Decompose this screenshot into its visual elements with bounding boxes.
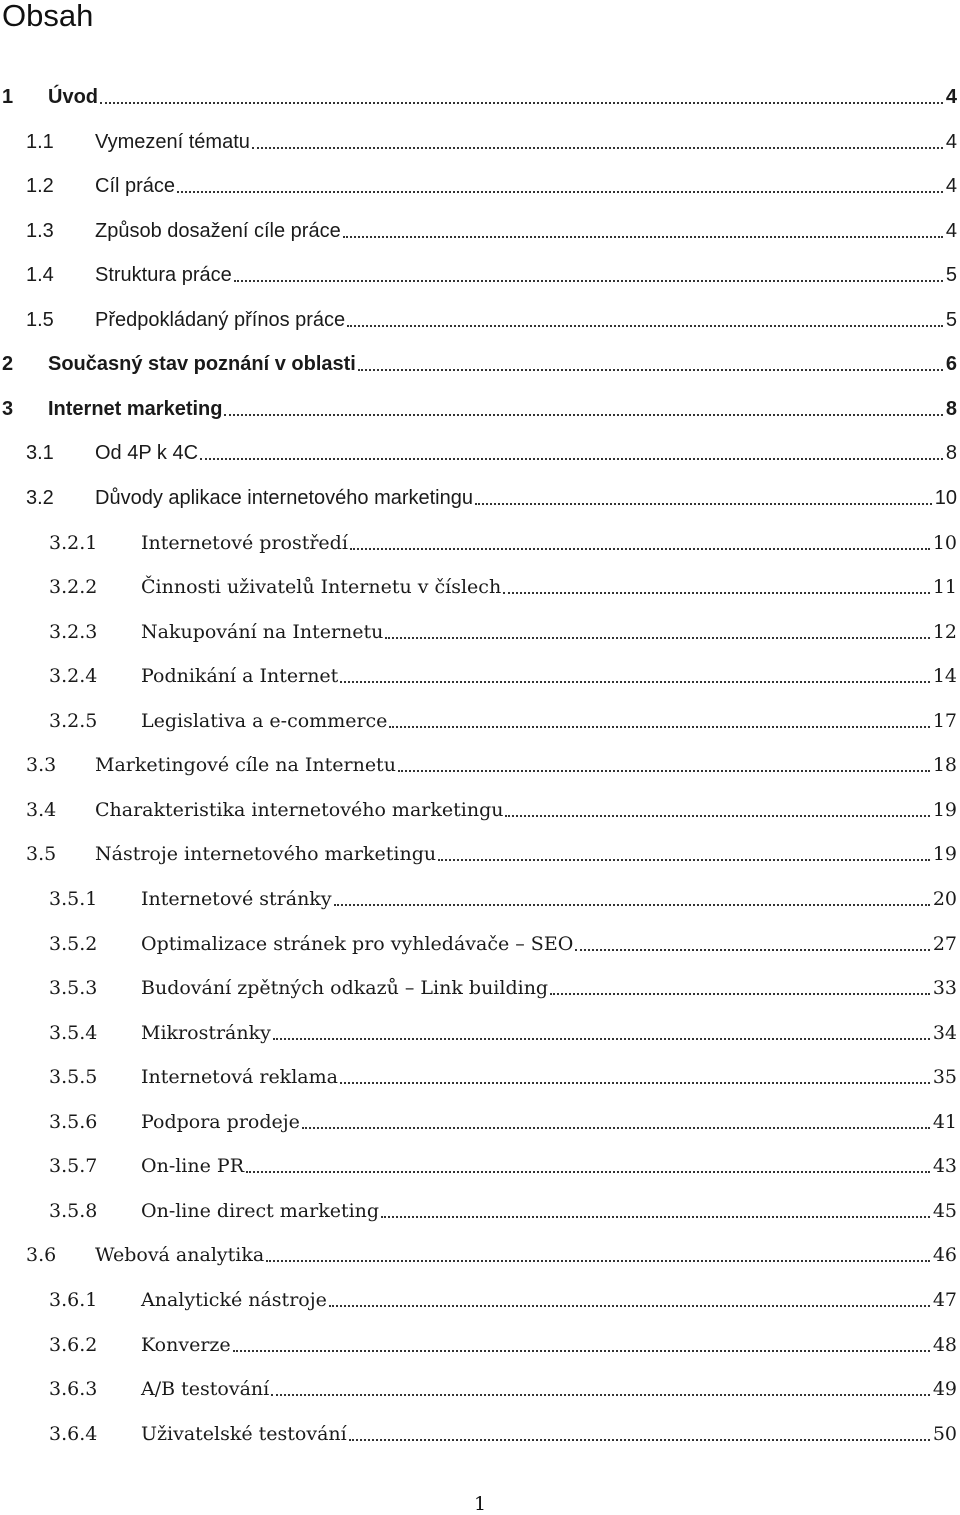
dot-leader [252,147,943,149]
toc-entry[interactable] [0,749,960,781]
toc-entry-number: 3.5 [26,843,57,865]
toc-entry[interactable] [0,883,960,915]
toc-entry-page: 49 [932,1378,957,1400]
toc-entry-page: 35 [932,1066,957,1088]
toc-entry-page: 11 [932,576,957,598]
toc-entry-page: 33 [932,977,957,999]
toc-entry-page: 18 [932,754,957,776]
toc-entry-number: 3 [2,398,14,420]
toc-entry[interactable] [0,1017,960,1049]
dot-leader [329,1305,930,1307]
toc-entry-number: 3.5.1 [49,888,98,910]
toc-entry-page: 12 [932,621,957,643]
toc-entry-number: 3.2.2 [49,576,98,598]
dot-leader [246,1171,930,1173]
toc-entry-title: Konverze [141,1334,231,1356]
toc-entry-page: 19 [932,843,957,865]
page-title: Obsah [2,0,94,33]
toc-entry-number: 3.5.5 [49,1066,98,1088]
dot-leader [350,548,930,550]
dot-leader [381,1216,930,1218]
toc-entry-number: 3.6.1 [49,1289,98,1311]
toc-entry-title: Internet marketing [48,398,223,420]
toc-entry-number: 3.6.3 [49,1378,98,1400]
toc-entry-title: Struktura práce [95,264,232,286]
dot-leader [266,1260,930,1262]
toc-entry-number: 3.5.4 [49,1022,98,1044]
toc-entry-title: Důvody aplikace internetového marketingu [95,487,473,509]
dot-leader [389,726,930,728]
dot-leader [200,458,943,460]
toc-entry[interactable] [0,705,960,737]
toc-entry[interactable] [0,259,960,291]
toc-entry[interactable] [0,660,960,692]
dot-leader [385,637,930,639]
toc-entry-page: 10 [934,487,957,509]
toc-entry-title: Podpora prodeje [141,1111,300,1133]
dot-leader [273,1038,930,1040]
toc-entry[interactable] [0,1239,960,1271]
toc-entry-title: Úvod [48,86,98,108]
dot-leader [302,1127,930,1129]
toc-entry-page: 45 [932,1200,957,1222]
toc-entry-number: 3.3 [26,754,57,776]
toc-entry-title: Uživatelské testování [141,1423,347,1445]
toc-entry[interactable] [0,1418,960,1450]
toc-entry-title: Analytické nástroje [141,1289,327,1311]
dot-leader [224,414,943,416]
dot-leader [271,1394,930,1396]
toc-entry-number: 3.1 [26,442,54,464]
toc-entry-title: Vymezení tématu [95,131,250,153]
page-number: 1 [473,1493,487,1515]
toc-entry[interactable] [0,571,960,603]
toc-entry-page: 8 [945,398,957,420]
dot-leader [349,1439,930,1441]
toc-entry-title: Cíl práce [95,175,176,197]
dot-leader [398,770,930,772]
toc-entry-number: 3.5.8 [49,1200,98,1222]
toc-entry-page: 47 [932,1289,957,1311]
toc-entry-title: Webová analytika [95,1244,265,1266]
toc-entry-page: 17 [932,710,957,732]
toc-entry-title: Charakteristika internetového marketingu [95,799,504,821]
dot-leader [503,592,930,594]
toc-entry[interactable] [0,81,960,113]
toc-entry-number: 3.5.3 [49,977,98,999]
toc-entry-page: 20 [932,888,957,910]
toc-entry-title: Činnosti uživatelů Internetu v číslech [141,576,502,598]
toc-entry[interactable] [0,928,960,960]
dot-leader [505,815,930,817]
toc-entry-title: Internetové prostředí [141,532,348,554]
toc-entry[interactable] [0,215,960,247]
toc-entry-number: 3.6 [26,1244,57,1266]
toc-entry[interactable] [0,126,960,158]
toc-entry-page: 4 [945,131,957,153]
toc-entry-title: Marketingové cíle na Internetu [95,754,396,776]
dot-leader [438,859,930,861]
toc-entry-title: Současný stav poznání v oblasti [48,353,356,375]
toc-entry-number: 3.6.4 [49,1423,98,1445]
toc-entry-title: A/B testování [141,1378,270,1400]
toc-entry[interactable] [0,304,960,336]
toc-entry-title: On-line PR [141,1155,244,1177]
toc-entry-number: 3.2.5 [49,710,98,732]
toc-entry-number: 3.5.2 [49,933,98,955]
toc-entry-page: 27 [932,933,957,955]
toc-entry-number: 1.3 [26,220,54,242]
dot-leader [100,102,943,104]
toc-entry-number: 1.2 [26,175,54,197]
toc-entry[interactable] [0,794,960,826]
toc-entry-page: 34 [932,1022,957,1044]
toc-entry-page: 8 [945,442,957,464]
toc-entry-page: 41 [932,1111,957,1133]
toc-entry-title: Nástroje internetového marketingu [95,843,437,865]
toc-entry-number: 3.5.6 [49,1111,98,1133]
toc-entry-title: Internetová reklama [141,1066,338,1088]
dot-leader [575,949,930,951]
toc-entry-number: 3.2 [26,487,54,509]
toc-entry-page: 6 [945,353,957,375]
dot-leader [177,191,943,193]
toc-entry-title: Mikrostránky [141,1022,271,1044]
toc-entry-page: 48 [932,1334,957,1356]
toc-entry-page: 4 [945,86,957,108]
toc-entry-page: 50 [932,1423,957,1445]
toc-entry[interactable] [0,1373,960,1405]
toc-entry-number: 3.5.7 [49,1155,98,1177]
toc-entry-number: 1.4 [26,264,54,286]
toc-entry-number: 3.6.2 [49,1334,98,1356]
dot-leader [334,904,930,906]
toc-entry-title: Předpokládaný přínos práce [95,309,346,331]
toc-entry-title: Legislativa a e-commerce [141,710,388,732]
toc-entry-number: 1.5 [26,309,54,331]
dot-leader [234,280,943,282]
toc-entry[interactable] [0,1195,960,1227]
toc-entry-title: Optimalizace stránek pro vyhledávače – SEO [141,933,574,955]
dot-leader [340,681,930,683]
toc-entry[interactable] [0,1329,960,1361]
dot-leader [343,236,943,238]
toc-entry-page: 5 [945,264,957,286]
dot-leader [475,503,932,505]
toc-entry[interactable] [0,838,960,870]
toc-entry-page: 10 [932,532,957,554]
toc-entry-page: 14 [932,665,957,687]
toc-entry-title: On-line direct marketing [141,1200,380,1222]
toc-entry-title: Budování zpětných odkazů – Link building [141,977,549,999]
toc-entry[interactable] [0,1284,960,1316]
toc-entry-page: 4 [945,175,957,197]
dot-leader [358,369,943,371]
toc-entry-title: Internetové stránky [141,888,332,910]
toc-entry-page: 46 [932,1244,957,1266]
toc-entry-number: 3.2.4 [49,665,98,687]
toc-entry[interactable] [0,393,960,425]
toc-entry[interactable] [0,1061,960,1093]
toc-entry[interactable] [0,1106,960,1138]
toc-entry[interactable] [0,616,960,648]
toc-entry[interactable] [0,972,960,1004]
dot-leader [340,1082,930,1084]
toc-entry[interactable] [0,437,960,469]
toc-entry-page: 5 [945,309,957,331]
toc-entry[interactable] [0,348,960,380]
toc-entry-number: 1 [2,86,14,108]
toc-entry[interactable] [0,1150,960,1182]
dot-leader [233,1350,930,1352]
toc-entry-number: 2 [2,353,14,375]
toc-entry-page: 4 [945,220,957,242]
toc-entry[interactable] [0,170,960,202]
toc-entry[interactable] [0,482,960,514]
toc-entry-number: 3.2.3 [49,621,98,643]
dot-leader [550,993,930,995]
toc-entry-number: 3.2.1 [49,532,98,554]
toc-entry-title: Podnikání a Internet [141,665,339,687]
toc-entry-number: 3.4 [26,799,57,821]
toc-entry-page: 43 [932,1155,957,1177]
toc-entry-title: Nakupování na Internetu [141,621,384,643]
toc-entry[interactable] [0,527,960,559]
dot-leader [347,325,943,327]
toc-entry-page: 19 [932,799,957,821]
toc-entry-title: Způsob dosažení cíle práce [95,220,341,242]
toc-entry-title: Od 4P k 4C [95,442,199,464]
toc-entry-number: 1.1 [26,131,54,153]
